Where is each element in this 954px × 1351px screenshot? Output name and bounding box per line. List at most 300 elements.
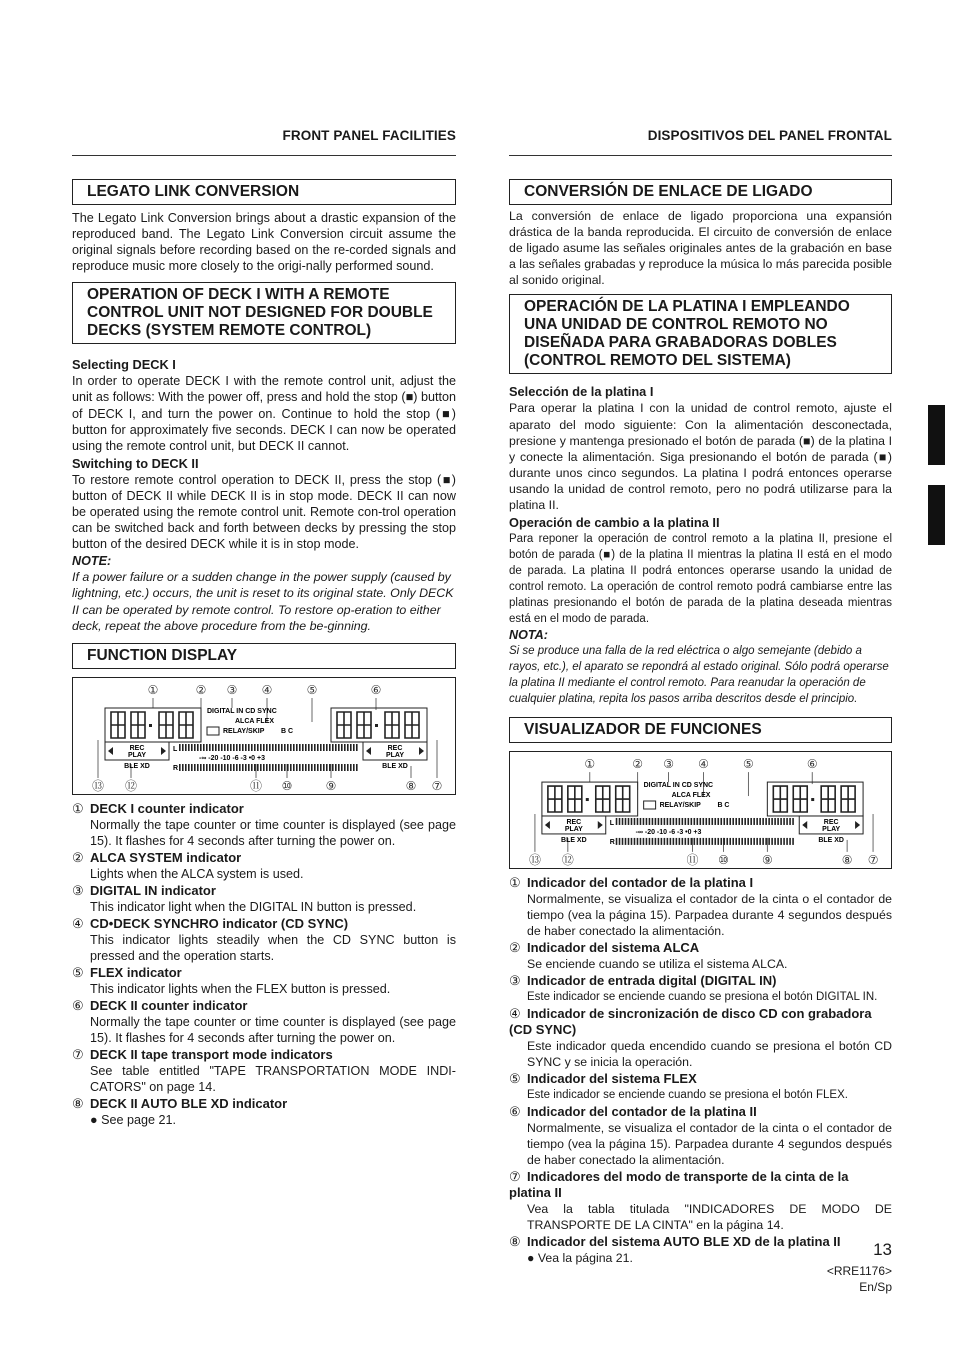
- meter-segment: [777, 838, 779, 845]
- callout-number: ⑤: [743, 757, 754, 772]
- meter-segment: [218, 764, 220, 771]
- ble-xd-label: BLE XD: [382, 762, 408, 770]
- callout-number: ⑦: [431, 778, 443, 793]
- indicator-number: ③: [509, 973, 521, 989]
- forward-play-icon: [419, 747, 424, 755]
- meter-segment: [197, 744, 199, 751]
- meter-segment: [741, 818, 743, 825]
- meter-segment: [257, 764, 259, 771]
- function-display-diagram: [72, 677, 456, 795]
- left-column: [72, 128, 456, 1128]
- counter-digit: [111, 712, 125, 738]
- meter-segment: [643, 838, 645, 845]
- indicator-description: ● See page 21.: [90, 1112, 177, 1127]
- switching-deck-body-es: Para reponer la operación de control remoto a la platina II, presione el botón de parada (■) de la platina II mientras la platina II está en el modo de parada. La platina II podrá entonces operarse usando la unidad de control remoto. La operación de control remoto podrá cambiarse entre las platinas presionando el botón de parada de la platina deseada mientras está en el modo de parada.: [509, 533, 892, 626]
- meter-segment: [320, 744, 322, 751]
- counter-digit: [131, 712, 145, 738]
- counter-separator: [149, 724, 152, 727]
- indicator-heading: [509, 973, 892, 989]
- function-display-title-es: VISUALIZADOR DE FUNCIONES: [509, 717, 892, 743]
- indicator-number: ①: [72, 800, 84, 816]
- meter-segment: [311, 764, 313, 771]
- header-rule: [509, 155, 892, 156]
- meter-segment: [792, 838, 794, 845]
- indicator-description: Este indicador queda encendido cuando se presiona el botón CD SYNC y se inicia la operación.: [527, 1039, 892, 1070]
- meter-segment: [281, 744, 283, 751]
- meter-segment: [616, 838, 618, 845]
- meter-segment: [738, 818, 740, 825]
- meter-segment: [275, 764, 277, 771]
- meter-segment: [705, 818, 707, 825]
- meter-segment: [708, 838, 710, 845]
- counter-digit: [596, 786, 610, 812]
- meter-segment: [263, 764, 265, 771]
- counter-digit: [841, 786, 855, 812]
- meter-segment: [347, 764, 349, 771]
- meter-segment: [275, 744, 277, 751]
- meter-segment: [789, 838, 791, 845]
- meter-r-label: R: [173, 764, 179, 772]
- meter-segment: [323, 744, 325, 751]
- callout-number: ⑪: [249, 778, 263, 793]
- counter-separator: [375, 724, 378, 727]
- meter-segment: [356, 764, 358, 771]
- meter-segment: [685, 818, 687, 825]
- counter-digit: [179, 712, 193, 738]
- meter-segment: [774, 818, 776, 825]
- meter-segment: [302, 764, 304, 771]
- deck1-counter-digits: [548, 786, 630, 812]
- remote-section-title: OPERATION OF DECK I WITH A REMOTE CONTROL UNIT NOT DESIGNED FOR DOUBLE DECKS (SYSTEM REMOTE CONTROL): [72, 282, 456, 344]
- meter-segment: [753, 818, 755, 825]
- alca-flex-label: ALCA FLEX: [671, 792, 711, 800]
- meter-segment: [347, 744, 349, 751]
- meter-segment: [326, 744, 328, 751]
- callout-number: ⑫: [561, 852, 574, 867]
- meter-segment: [329, 744, 331, 751]
- meter-segment: [673, 838, 675, 845]
- meter-segment: [278, 744, 280, 751]
- meter-segment: [248, 764, 250, 771]
- note-body-es: Si se produce una falla de la red eléctrica o algo semejante (debido a rayos, etc.), el aparato se repondrá al estado original. Sólo podrá operarse la platina II mediante el control remoto. Para reanudar la operación de cualquier platina, repita los pasos arriba descritos desde el principio.: [509, 645, 889, 706]
- callout-number: ②: [195, 682, 207, 697]
- callout-number: ⑦: [867, 852, 879, 867]
- meter-segment: [215, 744, 217, 751]
- counter-digit: [616, 786, 630, 812]
- indicator-description: Normally the tape counter or time counter is displayed (see page 15). It flashes for 4 seconds after turning the power on.: [90, 817, 456, 848]
- meter-segment: [628, 838, 630, 845]
- legato-title: LEGATO LINK CONVERSION: [72, 179, 456, 205]
- meter-segment: [673, 818, 675, 825]
- meter-segment: [212, 744, 214, 751]
- meter-segment: [789, 818, 791, 825]
- meter-segment: [643, 818, 645, 825]
- indicator-number: ⑥: [509, 1104, 521, 1120]
- level-meter-left: [616, 818, 794, 825]
- page-header-es: DISPOSITIVOS DEL PANEL FRONTAL: [647, 128, 892, 143]
- meter-segment: [735, 818, 737, 825]
- meter-segment: [667, 818, 669, 825]
- indicator-number: ④: [72, 915, 84, 931]
- meter-segment: [720, 838, 722, 845]
- callout-number: ⑥: [370, 682, 382, 697]
- callout-number: ⑥: [806, 757, 818, 772]
- note-label-es: NOTA:: [509, 628, 548, 643]
- indicator-description: This indicator lights when the FLEX button is pressed.: [90, 981, 391, 996]
- ble-xd-label: BLE XD: [818, 837, 844, 845]
- meter-segment: [254, 744, 256, 751]
- meter-segment: [179, 764, 181, 771]
- meter-scale: -∞ -20 -10 -6 -3 •0 +3: [635, 829, 702, 837]
- meter-segment: [344, 744, 346, 751]
- ble-xd-label: BLE XD: [561, 837, 587, 845]
- meter-segment: [771, 838, 773, 845]
- indicator-list-es: [509, 875, 892, 1266]
- meter-segment: [708, 818, 710, 825]
- digital-in-cd-sync-label: DIGITAL IN CD SYNC: [643, 782, 714, 790]
- meter-segment: [305, 744, 307, 751]
- selecting-deck-heading: Selecting DECK I: [72, 357, 176, 373]
- rec-label: REC: [129, 744, 145, 752]
- meter-segment: [224, 764, 226, 771]
- meter-segment: [640, 818, 642, 825]
- meter-segment: [646, 838, 648, 845]
- meter-segment: [209, 744, 211, 751]
- meter-segment: [676, 838, 678, 845]
- meter-segment: [188, 764, 190, 771]
- meter-segment: [619, 818, 621, 825]
- indicator-title: Indicador de sincronización de disco CD con grabadora (CD SYNC): [509, 1006, 872, 1038]
- indicator-title: DECK II AUTO BLE XD indicator: [90, 1095, 288, 1111]
- meter-segment: [774, 838, 776, 845]
- meter-segment: [780, 818, 782, 825]
- meter-segment: [714, 838, 716, 845]
- callout-number: ③: [663, 757, 674, 772]
- meter-segment: [691, 838, 693, 845]
- indicator-description: This indicator light when the DIGITAL IN button is pressed.: [90, 899, 417, 914]
- indicator-description: Normalmente, se visualiza el contador de la cinta o el contador de tiempo (vea la página 15). Parpadea durante 4 segundos después de haber conectado la alimentación.: [527, 1121, 892, 1168]
- meter-segment: [317, 764, 319, 771]
- meter-segment: [729, 818, 731, 825]
- meter-segment: [257, 744, 259, 751]
- meter-segment: [631, 818, 633, 825]
- meter-segment: [649, 838, 651, 845]
- meter-segment: [750, 818, 752, 825]
- meter-segment: [356, 744, 358, 751]
- meter-segment: [344, 764, 346, 771]
- meter-segment: [221, 764, 223, 771]
- indicator-title: Indicador del sistema FLEX: [527, 1071, 697, 1087]
- indicator-title: DECK I counter indicator: [90, 800, 244, 816]
- meter-segment: [251, 744, 253, 751]
- level-meter-left: [179, 744, 358, 751]
- meter-segment: [682, 838, 684, 845]
- doc-lang-line: En/Sp: [859, 1280, 892, 1294]
- meter-segment: [741, 838, 743, 845]
- meter-segment: [188, 744, 190, 751]
- callout-number: ④: [698, 757, 709, 772]
- counter-digit: [793, 786, 807, 812]
- indicator-title: DECK II counter indicator: [90, 997, 248, 1013]
- dolby-bc-label: B C: [717, 802, 730, 810]
- counter-digit: [568, 786, 582, 812]
- meter-segment: [332, 764, 334, 771]
- meter-segment: [616, 818, 618, 825]
- meter-segment: [768, 818, 770, 825]
- meter-segment: [287, 744, 289, 751]
- meter-segment: [780, 838, 782, 845]
- header-rule: [72, 155, 456, 156]
- meter-segment: [245, 744, 247, 751]
- meter-segment: [350, 744, 352, 751]
- meter-segment: [260, 764, 262, 771]
- meter-segment: [747, 838, 749, 845]
- callout-number: ⑫: [124, 778, 138, 793]
- legato-body-es: La conversión de enlace de ligado proporciona una expansión drástica de la banda reproducida. El circuito de conversión de enlace de ligado asume las señales originales antes de la grabación en base a las señales grabadas y reproduce la música lo más parecida posible al sonido original.: [509, 209, 892, 288]
- meter-segment: [299, 744, 301, 751]
- meter-segment: [284, 744, 286, 751]
- meter-segment: [717, 818, 719, 825]
- indicator-number: ②: [509, 940, 521, 956]
- meter-segment: [320, 764, 322, 771]
- meter-segment: [287, 764, 289, 771]
- meter-segment: [711, 818, 713, 825]
- play-label: PLAY: [127, 751, 147, 759]
- selecting-deck-body-es: Para operar la platina I con la unidad de control remoto, ajuste el aparato del modo siguiente: Con la alimentación desconectada, presione y mantenga presionado el botón de parada (■) de la platina I y conecte la alimentación. Siga presionando el botón de parada (■) durante unos cinco segundos. La platina I podrá entonces operarse usando la unidad de control remoto, pero no podrá utilizarse para la platina II.: [509, 401, 892, 513]
- callout-number: ⑨: [761, 852, 773, 867]
- meter-segment: [664, 838, 666, 845]
- callout-number: ⑬: [528, 852, 541, 867]
- meter-segment: [251, 764, 253, 771]
- indicator-number: ①: [509, 875, 521, 891]
- indicator-heading: [509, 875, 892, 891]
- meter-segment: [353, 744, 355, 751]
- switching-deck-heading: Switching to DECK II: [72, 455, 199, 471]
- counter-digit: [159, 712, 173, 738]
- meter-segment: [726, 838, 728, 845]
- indicator-description: See table entitled "TAPE TRANSPORTATION MODE INDI-CATORS" on page 14.: [90, 1063, 456, 1094]
- meter-segment: [326, 764, 328, 771]
- meter-segment: [768, 838, 770, 845]
- relay-skip-label: RELAY/SKIP: [659, 802, 701, 810]
- indicator-number: ⑤: [509, 1071, 521, 1087]
- meter-segment: [765, 818, 767, 825]
- meter-segment: [658, 838, 660, 845]
- play-label: PLAY: [564, 826, 583, 834]
- meter-segment: [756, 838, 758, 845]
- meter-segment: [732, 818, 734, 825]
- meter-segment: [723, 838, 725, 845]
- meter-segment: [667, 838, 669, 845]
- meter-segment: [765, 838, 767, 845]
- selecting-deck-body: In order to operate DECK I with the remote control unit, adjust the unit as follows: With the power off, press and hold the stop (■) button of DECK I, and turn the power on. Continue to hold the stop (■) button for approximately five seconds. DECK I can now be operated using the remote control unit, but DECK II cannot.: [72, 374, 456, 453]
- callout-number: ②: [632, 757, 644, 772]
- play-label: PLAY: [385, 751, 405, 759]
- callout-number: ③: [226, 682, 238, 697]
- indicator-number: ⑧: [509, 1234, 521, 1250]
- meter-segment: [661, 838, 663, 845]
- indicator-number: ④: [509, 1006, 521, 1022]
- meter-segment: [679, 838, 681, 845]
- meter-segment: [747, 818, 749, 825]
- meter-segment: [221, 744, 223, 751]
- meter-segment: [762, 818, 764, 825]
- meter-segment: [206, 764, 208, 771]
- meter-segment: [697, 818, 699, 825]
- counter-digit: [821, 786, 835, 812]
- callout-number: ⑩: [281, 778, 293, 793]
- deck1-counter-digits: [111, 712, 193, 738]
- indicator-number: ⑦: [72, 1046, 84, 1062]
- side-tab-mark: [928, 405, 945, 465]
- meter-segment: [206, 744, 208, 751]
- relay-icon: [644, 801, 656, 809]
- meter-segment: [200, 744, 202, 751]
- callout-number: ⑬: [91, 778, 105, 793]
- meter-segment: [239, 744, 241, 751]
- meter-segment: [284, 764, 286, 771]
- meter-segment: [335, 764, 337, 771]
- indicator-description: Se enciende cuando se utiliza el sistema ALCA.: [527, 957, 788, 972]
- meter-segment: [317, 744, 319, 751]
- alca-flex-label: ALCA FLEX: [235, 717, 275, 725]
- meter-segment: [691, 818, 693, 825]
- meter-segment: [335, 744, 337, 751]
- meter-segment: [664, 818, 666, 825]
- dolby-bc-label: B C: [281, 727, 294, 735]
- play-label: PLAY: [822, 826, 841, 834]
- meter-segment: [353, 764, 355, 771]
- display-diagram-svg: [73, 678, 457, 796]
- meter-segment: [272, 744, 274, 751]
- relay-skip-label: RELAY/SKIP: [223, 727, 265, 735]
- meter-segment: [744, 838, 746, 845]
- callout-number: ⑨: [325, 778, 337, 793]
- meter-segment: [338, 764, 340, 771]
- meter-segment: [341, 744, 343, 751]
- deck2-counter-digits: [337, 712, 419, 738]
- switching-deck-body: To restore remote control operation to DECK II, press the stop (■) button of DECK II while DECK II is in stop mode. DECK II can now be operated using the remote control unit. Remote con-trol operation can be switched back and forth between decks by pressing the stop button of the desired DECK while it is in stop mode.: [72, 472, 456, 552]
- meter-segment: [266, 764, 268, 771]
- indicator-title: DECK II tape transport mode indicators: [90, 1046, 333, 1062]
- meter-segment: [682, 818, 684, 825]
- meter-segment: [625, 818, 627, 825]
- meter-segment: [652, 818, 654, 825]
- meter-segment: [655, 818, 657, 825]
- counter-digit: [548, 786, 562, 812]
- meter-segment: [658, 818, 660, 825]
- function-display-diagram-es: [509, 751, 892, 869]
- indicator-description: Lights when the ALCA system is used.: [90, 866, 304, 881]
- meter-segment: [203, 744, 205, 751]
- meter-segment: [182, 744, 184, 751]
- indicator-description: Este indicador se enciende cuando se presiona el botón DIGITAL IN.: [527, 991, 878, 1004]
- reverse-play-icon: [802, 821, 807, 829]
- meter-segment: [729, 838, 731, 845]
- callout-number: ⑤: [306, 682, 318, 697]
- meter-segment: [293, 764, 295, 771]
- meter-segment: [230, 764, 232, 771]
- meter-segment: [676, 818, 678, 825]
- meter-segment: [783, 838, 785, 845]
- callout-number: ④: [261, 682, 273, 697]
- indicator-title: CD•DECK SYNCHRO indicator (CD SYNC): [90, 915, 349, 931]
- meter-segment: [308, 764, 310, 771]
- meter-segment: [637, 818, 639, 825]
- meter-segment: [762, 838, 764, 845]
- remote-section-title-es: OPERACIÓN DE LA PLATINA I EMPLEANDO UNA UNIDAD DE CONTROL REMOTO NO DISEÑADA PARA GRABADORAS DOBLES (CONTROL REMOTO DEL SISTEMA): [509, 294, 892, 374]
- indicator-title: DIGITAL IN indicator: [90, 882, 216, 898]
- indicator-heading: [509, 1234, 892, 1250]
- meter-segment: [290, 744, 292, 751]
- meter-segment: [702, 838, 704, 845]
- meter-segment: [714, 818, 716, 825]
- meter-segment: [191, 744, 193, 751]
- meter-segment: [323, 764, 325, 771]
- counter-separator: [586, 798, 589, 801]
- meter-segment: [305, 764, 307, 771]
- meter-segment: [218, 744, 220, 751]
- meter-segment: [735, 838, 737, 845]
- meter-segment: [242, 744, 244, 751]
- indicator-heading: [509, 1006, 892, 1038]
- meter-segment: [744, 818, 746, 825]
- meter-scale: -∞ -20 -10 -6 -3 •0 +3: [199, 754, 265, 762]
- rec-label: REC: [566, 819, 582, 827]
- meter-segment: [299, 764, 301, 771]
- meter-segment: [227, 764, 229, 771]
- indicator-title: Indicador de entrada digital (DIGITAL IN): [527, 973, 777, 989]
- forward-play-icon: [598, 821, 603, 829]
- meter-segment: [197, 764, 199, 771]
- meter-segment: [233, 764, 235, 771]
- meter-segment: [293, 744, 295, 751]
- meter-segment: [230, 744, 232, 751]
- function-display-title: FUNCTION DISPLAY: [72, 643, 456, 669]
- document-code: [827, 1263, 892, 1295]
- counter-digit: [405, 712, 419, 738]
- meter-segment: [239, 764, 241, 771]
- meter-segment: [786, 838, 788, 845]
- meter-segment: [266, 744, 268, 751]
- meter-r-label: R: [609, 839, 615, 847]
- page-number: 13: [873, 1240, 892, 1259]
- meter-segment: [269, 764, 271, 771]
- meter-segment: [281, 764, 283, 771]
- meter-segment: [717, 838, 719, 845]
- forward-play-icon: [855, 821, 860, 829]
- counter-digit: [357, 712, 371, 738]
- meter-segment: [269, 744, 271, 751]
- meter-segment: [311, 744, 313, 751]
- callout-number: ⑩: [718, 852, 729, 867]
- meter-segment: [350, 764, 352, 771]
- meter-segment: [236, 764, 238, 771]
- page-header-en: FRONT PANEL FACILITIES: [282, 128, 456, 143]
- meter-segment: [652, 838, 654, 845]
- deck2-counter-digits: [773, 786, 855, 812]
- meter-segment: [700, 838, 702, 845]
- meter-segment: [263, 744, 265, 751]
- meter-segment: [783, 818, 785, 825]
- meter-segment: [209, 764, 211, 771]
- meter-segment: [182, 764, 184, 771]
- meter-segment: [771, 818, 773, 825]
- ble-xd-label: BLE XD: [124, 762, 150, 770]
- meter-segment: [203, 764, 205, 771]
- meter-segment: [194, 744, 196, 751]
- indicator-heading: [72, 883, 456, 899]
